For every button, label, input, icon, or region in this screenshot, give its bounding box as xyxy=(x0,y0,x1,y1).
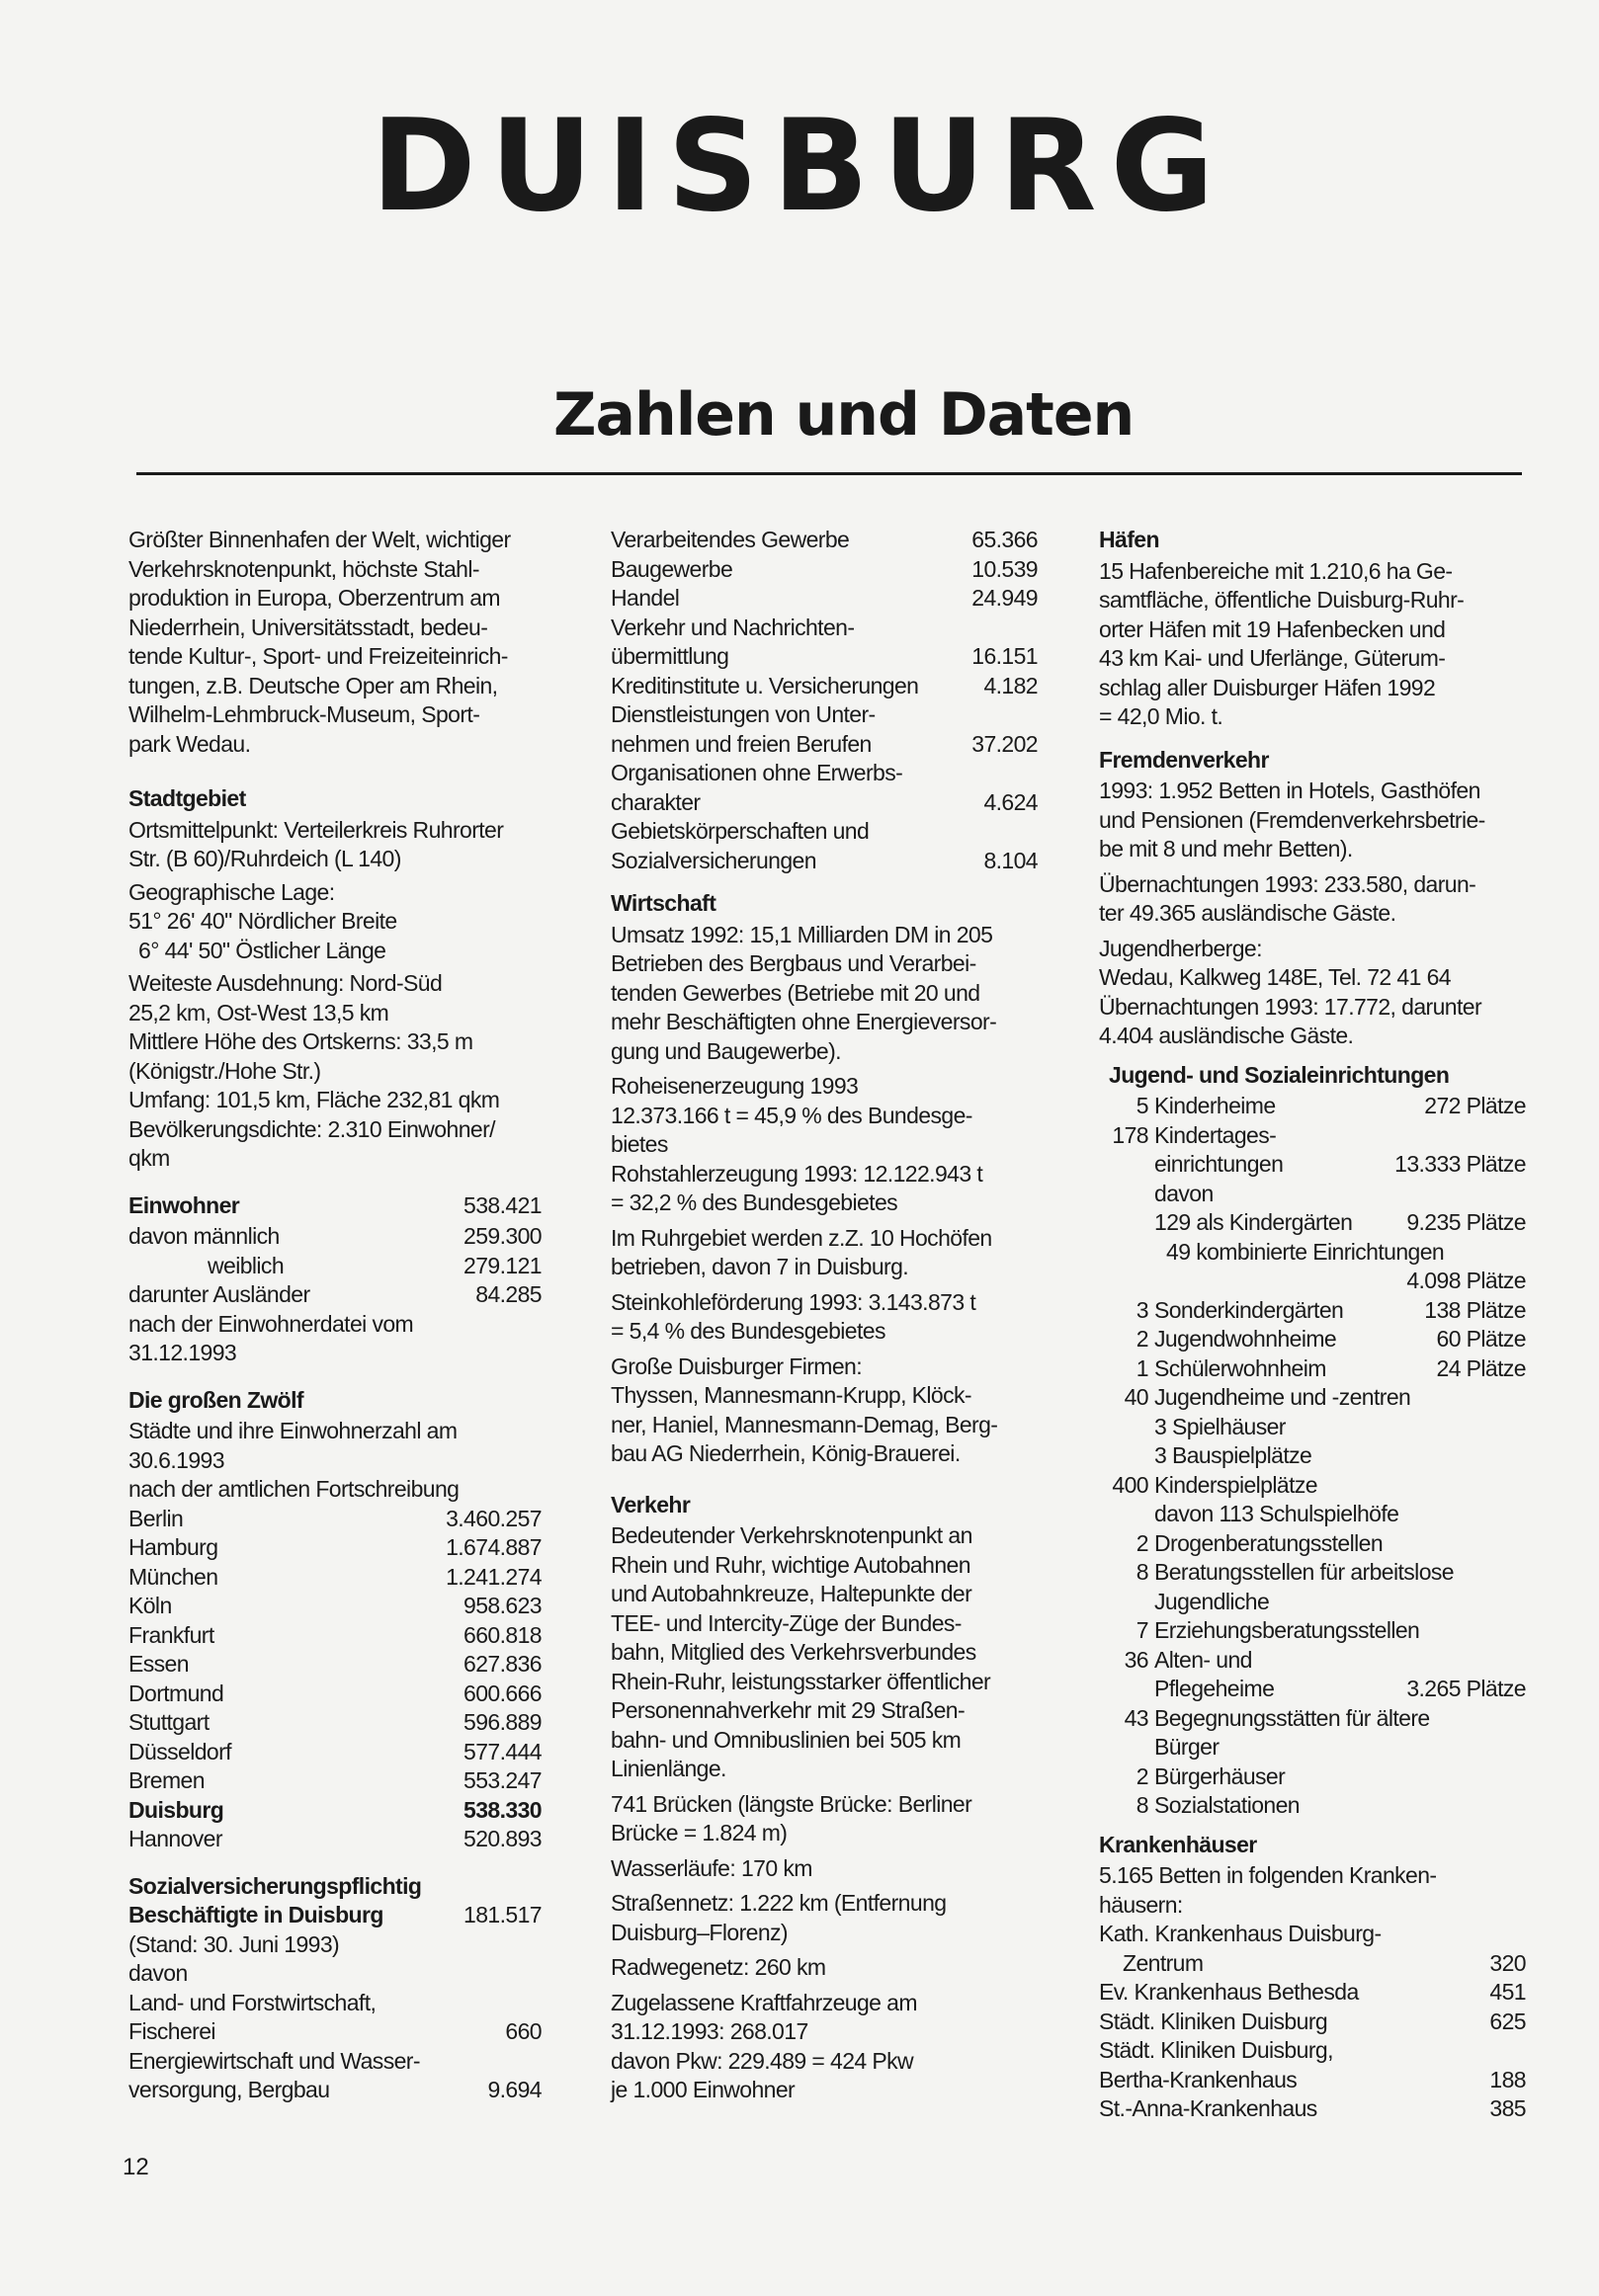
column-3 xyxy=(1099,526,1526,2124)
title-rule xyxy=(136,472,1522,475)
facility-places: 3.265 Plätze xyxy=(1406,1676,1526,1701)
text-line: mehr Beschäftigten ohne Energieversor- xyxy=(611,1009,997,1034)
stadtgebiet-line: Umfang: 101,5 km, Fläche 232,81 qkm xyxy=(128,1087,500,1112)
haefen-paragraph xyxy=(1099,557,1526,732)
facility-places: 13.333 Plätze xyxy=(1394,1151,1526,1177)
city-row xyxy=(128,1708,542,1738)
sector-row xyxy=(611,555,1038,585)
facility-label: Jugendwohnheime xyxy=(1154,1326,1337,1352)
sector-row xyxy=(611,642,1038,672)
sector-label: nehmen und freien Berufen xyxy=(611,730,872,757)
text-line: 1993: 1.952 Betten in Hotels, Gasthöfen xyxy=(1099,778,1480,803)
text-line: Thyssen, Mannesmann-Krupp, Klöck- xyxy=(611,1382,971,1408)
sector-value: 65.366 xyxy=(971,527,1038,552)
text-line: Betrieben des Bergbaus und Verarbei- xyxy=(611,950,976,976)
haefen-heading: Häfen xyxy=(1099,527,1159,552)
hospital-beds: 320 xyxy=(1489,1949,1526,1976)
intro-line: park Wedau. xyxy=(128,730,251,757)
sector-value: 8.104 xyxy=(983,847,1038,873)
facility-label: als Kindergärten xyxy=(1196,1209,1353,1235)
text-line: bahn- und Omnibuslinien bei 505 km xyxy=(611,1726,962,1753)
text-line: = 42,0 Mio. t. xyxy=(1099,703,1223,729)
sozial-label: Energiewirtschaft und Wasser- xyxy=(128,2047,420,2074)
facility-label: Spielhäuser xyxy=(1172,1413,1286,1439)
intro-line: tende Kultur-, Sport- und Freizeiteinrich- xyxy=(128,643,508,669)
hospital-name: Städt. Kliniken Duisburg, xyxy=(1099,2037,1333,2063)
city-list xyxy=(128,1505,542,1854)
facility-row xyxy=(1099,1150,1526,1180)
facility-row xyxy=(1099,1441,1526,1471)
facility-row xyxy=(1099,1296,1526,1326)
text-line: Duisburg–Florenz) xyxy=(611,1919,788,1945)
city-row xyxy=(128,1766,542,1796)
city-name: Berlin xyxy=(128,1505,184,1531)
city-name: Duisburg xyxy=(128,1796,224,1823)
zwoelf-note: 30.6.1993 xyxy=(128,1446,224,1473)
hospital-beds: 625 xyxy=(1489,2008,1526,2034)
stadtgebiet-line: Geographische Lage: xyxy=(128,878,335,905)
sozial-value: 660 xyxy=(505,2018,542,2044)
sector-label: Dienstleistungen von Unter- xyxy=(611,701,876,727)
city-row xyxy=(128,1825,542,1854)
sozial-label: Fischerei xyxy=(128,2018,215,2044)
stadtgebiet-line: 51° 26' 40" Nördlicher Breite xyxy=(128,908,397,934)
facility-places: 24 Plätze xyxy=(1436,1354,1526,1381)
sector-row xyxy=(611,788,1038,818)
city-value: 3.460.257 xyxy=(446,1505,542,1531)
city-row-highlight xyxy=(128,1796,542,1826)
sector-label: Handel xyxy=(611,585,680,611)
facility-count: 178 xyxy=(1112,1121,1148,1148)
city-name: Frankfurt xyxy=(128,1621,214,1648)
sozial-row xyxy=(128,2076,542,2105)
hospital-row xyxy=(1099,2094,1526,2124)
stadtgebiet-line: 25,2 km, Ost-West 13,5 km xyxy=(128,999,389,1025)
facility-label: Pflegeheime xyxy=(1154,1676,1275,1701)
facility-count: 2 xyxy=(1136,1529,1148,1556)
facility-row xyxy=(1099,1791,1526,1821)
facility-label: davon 113 Schulspielhöfe xyxy=(1154,1501,1399,1526)
facility-row xyxy=(1099,1471,1526,1501)
text-line: und Pensionen (Fremdenverkehrsbetrie- xyxy=(1099,806,1485,833)
text-line: 4.404 ausländische Gäste. xyxy=(1099,1023,1354,1048)
facility-label: Bürgerhäuser xyxy=(1154,1763,1286,1789)
facility-count: 49 xyxy=(1166,1238,1191,1265)
wirtschaft-heading: Wirtschaft xyxy=(611,890,716,916)
einwohner-heading-row xyxy=(128,1191,542,1221)
jugend-list xyxy=(1099,1092,1526,1821)
facility-label: Jugendliche xyxy=(1154,1588,1270,1614)
wirtschaft-paragraph xyxy=(611,1288,1038,1347)
einwohner-value: 259.300 xyxy=(463,1223,542,1249)
text-line: Brücke = 1.824 m) xyxy=(611,1820,788,1845)
city-row xyxy=(128,1533,542,1563)
facility-label: einrichtungen xyxy=(1154,1151,1284,1177)
hospital-row xyxy=(1099,2008,1526,2037)
einwohner-label: davon männlich xyxy=(128,1223,280,1249)
zwoelf-heading: Die großen Zwölf xyxy=(128,1386,303,1413)
jugend-heading: Jugend- und Sozialeinrichtungen xyxy=(1109,1061,1450,1088)
text-line: samtfläche, öffentliche Duisburg-Ruhr- xyxy=(1099,587,1465,613)
sector-row xyxy=(611,730,1038,760)
einwohner-row xyxy=(128,1252,542,1281)
intro-line: Wilhelm-Lehmbruck-Museum, Sport- xyxy=(128,701,480,727)
text-line: Rohstahlerzeugung 1993: 12.122.943 t xyxy=(611,1160,983,1187)
sector-label: Verkehr und Nachrichten- xyxy=(611,614,855,640)
city-row xyxy=(128,1621,542,1651)
facility-count: 2 xyxy=(1136,1326,1148,1352)
facility-count: 129 xyxy=(1154,1209,1191,1235)
facility-label: Erziehungsberatungsstellen xyxy=(1154,1617,1420,1643)
wirtschaft-paragraph xyxy=(611,1072,1038,1218)
facility-row xyxy=(1099,1121,1526,1151)
sector-value: 4.182 xyxy=(983,672,1038,698)
text-line: davon Pkw: 229.489 = 424 Pkw xyxy=(611,2047,914,2074)
kranken-heading: Krankenhäuser xyxy=(1099,1831,1257,1857)
text-line: ner, Haniel, Mannesmann-Demag, Berg- xyxy=(611,1411,998,1437)
verkehr-paragraph xyxy=(611,1790,1038,1848)
zwoelf-note: Städte und ihre Einwohnerzahl am xyxy=(128,1418,458,1443)
sozial-label: versorgung, Bergbau xyxy=(128,2077,330,2102)
sector-label: charakter xyxy=(611,788,701,815)
sector-row xyxy=(611,672,1038,701)
text-line: Im Ruhrgebiet werden z.Z. 10 Hochöfen xyxy=(611,1224,992,1251)
sector-row xyxy=(611,847,1038,876)
city-row xyxy=(128,1563,542,1593)
facility-count: 5 xyxy=(1136,1093,1148,1118)
text-line: schlag aller Duisburger Häfen 1992 xyxy=(1099,674,1436,700)
text-line: je 1.000 Einwohner xyxy=(611,2077,796,2102)
stadtgebiet-section xyxy=(128,816,542,1174)
wirtschaft-paragraph xyxy=(611,1353,1038,1469)
intro-line: Größter Binnenhafen der Welt, wichtiger xyxy=(128,527,511,552)
zwoelf-note: nach der amtlichen Fortschreibung xyxy=(128,1476,460,1502)
facility-label: Bürger xyxy=(1154,1734,1220,1760)
text-line: und Autobahnkreuze, Haltepunkte der xyxy=(611,1581,972,1606)
stadtgebiet-line: Weiteste Ausdehnung: Nord-Süd xyxy=(128,970,443,996)
facility-label: Schülerwohnheim xyxy=(1154,1354,1326,1381)
facility-count: 7 xyxy=(1136,1617,1148,1643)
fremden-paragraph xyxy=(1099,870,1526,929)
text-line: Roheisenerzeugung 1993 xyxy=(611,1073,859,1099)
facility-label: Kinderspielplätze xyxy=(1154,1471,1317,1498)
sector-label: Gebietskörperschaften und xyxy=(611,818,870,844)
intro-line: Verkehrsknotenpunkt, höchste Stahl- xyxy=(128,555,479,582)
intro-line: tungen, z.B. Deutsche Oper am Rhein, xyxy=(128,672,498,698)
city-value: 553.247 xyxy=(463,1767,542,1793)
sector-label: Kreditinstitute u. Versicherungen xyxy=(611,672,919,698)
sozial-davon: davon xyxy=(128,1960,188,1986)
facility-label: Kindertages- xyxy=(1154,1121,1277,1148)
stadtgebiet-line: Ortsmittelpunkt: Verteilerkreis Ruhrorter xyxy=(128,816,504,843)
facility-row xyxy=(1099,1763,1526,1792)
text-line: gung und Baugewerbe). xyxy=(611,1037,841,1064)
page-title: DUISBURG xyxy=(371,93,1228,240)
city-name: Köln xyxy=(128,1593,172,1618)
page-number: 12 xyxy=(123,2154,149,2180)
facility-count: 8 xyxy=(1136,1792,1148,1818)
sector-label: übermittlung xyxy=(611,643,729,669)
verkehr-paragraph xyxy=(611,1854,1038,1884)
hospital-name: Zentrum xyxy=(1123,1949,1204,1976)
text-line: = 32,2 % des Bundesgebietes xyxy=(611,1189,898,1215)
sector-row xyxy=(611,584,1038,614)
city-name: Bremen xyxy=(128,1767,205,1793)
text-line: Übernachtungen 1993: 17.772, darunter xyxy=(1099,993,1482,1020)
stadtgebiet-line: Str. (B 60)/Ruhrdeich (L 140) xyxy=(128,846,401,871)
facility-places: 4.098 Plätze xyxy=(1406,1268,1526,1293)
city-row xyxy=(128,1505,542,1534)
column-2 xyxy=(611,526,1038,2111)
facility-row xyxy=(1099,1208,1526,1238)
verkehr-paragraph xyxy=(611,1889,1038,1947)
stadtgebiet-line: 6° 44' 50" Östlicher Länge xyxy=(138,937,386,963)
text-line: Wedau, Kalkweg 148E, Tel. 72 41 64 xyxy=(1099,964,1451,990)
hospital-name: Ev. Krankenhaus Bethesda xyxy=(1099,1979,1359,2005)
city-value: 627.836 xyxy=(463,1651,542,1677)
einwohner-label: weiblich xyxy=(208,1252,285,1278)
text-line: betrieben, davon 7 in Duisburg. xyxy=(611,1254,909,1279)
facility-count: 40 xyxy=(1124,1384,1148,1410)
hospital-name: Bertha-Krankenhaus xyxy=(1099,2066,1298,2092)
city-row xyxy=(128,1738,542,1767)
sector-value: 4.624 xyxy=(983,788,1038,815)
city-value: 520.893 xyxy=(463,1826,542,1851)
facility-count: 400 xyxy=(1112,1471,1148,1498)
text-line: Umsatz 1992: 15,1 Milliarden DM in 205 xyxy=(611,921,993,947)
intro-line: Niederrhein, Universitätsstadt, bedeu- xyxy=(128,614,488,640)
einwohner-row xyxy=(128,1280,542,1310)
sozial-value: 9.694 xyxy=(487,2077,542,2102)
city-name: Stuttgart xyxy=(128,1709,210,1735)
facility-count: 43 xyxy=(1124,1704,1148,1731)
wirtschaft-paragraph xyxy=(611,921,1038,1067)
city-value: 958.623 xyxy=(463,1593,542,1618)
city-value: 577.444 xyxy=(463,1738,542,1764)
hospital-name: Kath. Krankenhaus Duisburg- xyxy=(1099,1921,1382,1946)
text-line: häusern: xyxy=(1099,1891,1183,1918)
text-line: bietes xyxy=(611,1131,668,1157)
text-line: Personennahverkehr mit 29 Straßen- xyxy=(611,1697,966,1723)
text-line: Große Duisburger Firmen: xyxy=(611,1353,863,1379)
text-line: Steinkohleförderung 1993: 3.143.873 t xyxy=(611,1288,976,1315)
hospital-row xyxy=(1099,1949,1526,1979)
text-line: be mit 8 und mehr Betten). xyxy=(1099,836,1353,861)
hospital-row xyxy=(1099,1978,1526,2008)
wirtschaft-paragraph xyxy=(611,1224,1038,1282)
sector-list xyxy=(611,526,1038,875)
intro-line: produktion in Europa, Oberzentrum am xyxy=(128,585,500,611)
sozial-heading: Sozialversicherungspflichtig xyxy=(128,1872,422,1899)
sector-label: Verarbeitendes Gewerbe xyxy=(611,527,850,552)
sozial-label: Land- und Forstwirtschaft, xyxy=(128,1989,377,2015)
text-line: bau AG Niederrhein, König-Brauerei. xyxy=(611,1440,961,1466)
city-value: 600.666 xyxy=(463,1680,542,1706)
einwohner-heading: Einwohner xyxy=(128,1191,240,1218)
city-name: Essen xyxy=(128,1651,189,1677)
sozial-total: 181.517 xyxy=(463,1902,542,1927)
sector-value: 37.202 xyxy=(971,730,1038,757)
einwohner-value: 279.121 xyxy=(463,1252,542,1278)
text-line: 741 Brücken (längste Brücke: Berliner xyxy=(611,1790,972,1817)
city-name: Dortmund xyxy=(128,1680,224,1706)
facility-row xyxy=(1099,1354,1526,1384)
hospital-beds: 451 xyxy=(1489,1979,1526,2005)
text-line: orter Häfen mit 19 Hafenbecken und xyxy=(1099,615,1446,642)
einwohner-note: nach der Einwohnerdatei vom xyxy=(128,1310,414,1337)
fremden-heading: Fremdenverkehr xyxy=(1099,746,1269,773)
facility-label: Alten- und xyxy=(1154,1646,1252,1673)
facility-places: 9.235 Plätze xyxy=(1406,1209,1526,1235)
facility-row xyxy=(1099,1413,1526,1442)
hospital-beds: 188 xyxy=(1489,2066,1526,2092)
city-row xyxy=(128,1680,542,1709)
city-name: Hamburg xyxy=(128,1534,218,1560)
sector-label: Sozialversicherungen xyxy=(611,847,816,873)
sector-value: 10.539 xyxy=(971,555,1038,582)
city-value: 660.818 xyxy=(463,1621,542,1648)
facility-row xyxy=(1099,1325,1526,1354)
facility-label: Drogenberatungsstellen xyxy=(1154,1529,1384,1556)
facility-count: 3 xyxy=(1154,1413,1167,1439)
column-1 xyxy=(128,526,542,2105)
text-line: Straßennetz: 1.222 km (Entfernung xyxy=(611,1890,947,1916)
stadtgebiet-heading: Stadtgebiet xyxy=(128,785,246,811)
text-line: TEE- und Intercity-Züge der Bundes- xyxy=(611,1609,962,1636)
text-line: ter 49.365 ausländische Gäste. xyxy=(1099,900,1396,926)
facility-count: 3 xyxy=(1154,1442,1167,1468)
hospital-name: Städt. Kliniken Duisburg xyxy=(1099,2008,1328,2034)
verkehr-heading: Verkehr xyxy=(611,1491,691,1517)
city-row xyxy=(128,1650,542,1680)
facility-row xyxy=(1099,1383,1526,1413)
facility-count: 2 xyxy=(1136,1763,1148,1789)
text-line: tenden Gewerbes (Betriebe mit 20 und xyxy=(611,979,980,1006)
city-row xyxy=(128,1592,542,1621)
text-line: Zugelassene Kraftfahrzeuge am xyxy=(611,1989,917,2015)
sector-label: Baugewerbe xyxy=(611,555,733,582)
verkehr-paragraph xyxy=(611,1521,1038,1784)
facility-label: Sozialstationen xyxy=(1154,1792,1300,1818)
einwohner-label: darunter Ausländer xyxy=(128,1281,310,1307)
text-line: 31.12.1993: 268.017 xyxy=(611,2018,808,2044)
text-line: Linienlänge. xyxy=(611,1756,726,1781)
facility-count: 8 xyxy=(1136,1559,1148,1585)
text-line: 5.165 Betten in folgenden Kranken- xyxy=(1099,1862,1437,1888)
city-value: 1.674.887 xyxy=(446,1534,542,1560)
facility-count: 3 xyxy=(1136,1296,1148,1323)
facility-row xyxy=(1099,1092,1526,1121)
facility-row xyxy=(1099,1704,1526,1734)
stadtgebiet-line: qkm xyxy=(128,1145,170,1171)
facility-label: Sonderkindergärten xyxy=(1154,1296,1344,1323)
facility-places: 272 Plätze xyxy=(1424,1093,1526,1118)
fremden-paragraph xyxy=(1099,935,1526,1051)
einwohner-value: 84.285 xyxy=(475,1281,542,1307)
facility-label: Kinderheime xyxy=(1154,1093,1276,1118)
facility-row xyxy=(1099,1616,1526,1646)
text-line: Rhein und Ruhr, wichtige Autobahnen xyxy=(611,1551,970,1578)
facility-count: 1 xyxy=(1136,1354,1148,1381)
facility-label: Jugendheime und -zentren xyxy=(1154,1384,1411,1410)
einwohner-note: 31.12.1993 xyxy=(128,1340,237,1365)
hospital-name: St.-Anna-Krankenhaus xyxy=(1099,2095,1317,2121)
sozial-heading-2: Beschäftigte in Duisburg xyxy=(128,1902,383,1927)
text-line: Bedeutender Verkehrsknotenpunkt an xyxy=(611,1522,972,1548)
text-line: bahn, Mitglied des Verkehrsverbundes xyxy=(611,1639,976,1665)
sector-value: 24.949 xyxy=(971,585,1038,611)
facility-label: kombinierte Einrichtungen xyxy=(1196,1238,1445,1265)
sector-row xyxy=(611,526,1038,555)
text-line: 12.373.166 t = 45,9 % des Bundesge- xyxy=(611,1102,972,1128)
city-name: München xyxy=(128,1563,218,1590)
facility-label: Begegnungsstätten für ältere xyxy=(1154,1704,1430,1731)
sozial-row xyxy=(128,2017,542,2047)
city-value: 538.330 xyxy=(463,1796,542,1823)
facility-davon: davon xyxy=(1154,1180,1214,1206)
facility-row xyxy=(1099,1675,1526,1704)
city-name: Düsseldorf xyxy=(128,1738,231,1764)
text-line: 15 Hafenbereiche mit 1.210,6 ha Ge- xyxy=(1099,557,1453,584)
facility-row xyxy=(1099,1646,1526,1676)
einwohner-row xyxy=(128,1222,542,1252)
fremden-paragraph xyxy=(1099,777,1526,864)
facility-places: 138 Plätze xyxy=(1424,1296,1526,1323)
sector-label: Organisationen ohne Erwerbs- xyxy=(611,760,903,785)
stadtgebiet-line: Mittlere Höhe des Ortskerns: 33,5 m xyxy=(128,1028,473,1054)
intro-paragraph xyxy=(128,526,542,759)
text-line: 43 km Kai- und Uferlänge, Güterum- xyxy=(1099,645,1446,671)
facility-label: Bauspielplätze xyxy=(1172,1442,1312,1468)
einwohner-total: 538.421 xyxy=(463,1191,542,1218)
stadtgebiet-line: Bevölkerungsdichte: 2.310 Einwohner/ xyxy=(128,1115,495,1142)
text-line: Jugendherberge: xyxy=(1099,935,1262,961)
facility-places: 60 Plätze xyxy=(1436,1326,1526,1352)
city-value: 1.241.274 xyxy=(446,1563,542,1590)
text-line: Rhein-Ruhr, leistungsstarker öffentlicher xyxy=(611,1668,991,1694)
city-name: Hannover xyxy=(128,1826,222,1851)
page-subtitle: Zahlen und Daten xyxy=(553,380,1135,450)
city-value: 596.889 xyxy=(463,1709,542,1735)
text-line: = 5,4 % des Bundesgebietes xyxy=(611,1318,885,1344)
text-line: Übernachtungen 1993: 233.580, darun- xyxy=(1099,870,1476,897)
hospital-row xyxy=(1099,2066,1526,2095)
facility-label: Beratungsstellen für arbeitslose xyxy=(1154,1559,1454,1585)
verkehr-paragraph xyxy=(611,1953,1038,1983)
sozial-total-row xyxy=(128,1901,542,1930)
hospital-beds: 385 xyxy=(1489,2095,1526,2121)
text-line: Radwegenetz: 260 km xyxy=(611,1954,826,1980)
text-line: Wasserläufe: 170 km xyxy=(611,1854,812,1881)
sozial-stand: (Stand: 30. Juni 1993) xyxy=(128,1930,340,1957)
facility-row xyxy=(1099,1558,1526,1588)
verkehr-paragraph xyxy=(611,1989,1038,2105)
facility-row xyxy=(1099,1238,1526,1268)
stadtgebiet-line: (Königstr./Hohe Str.) xyxy=(128,1057,321,1084)
sector-value: 16.151 xyxy=(971,643,1038,669)
facility-count: 36 xyxy=(1124,1646,1148,1673)
facility-row xyxy=(1099,1529,1526,1559)
